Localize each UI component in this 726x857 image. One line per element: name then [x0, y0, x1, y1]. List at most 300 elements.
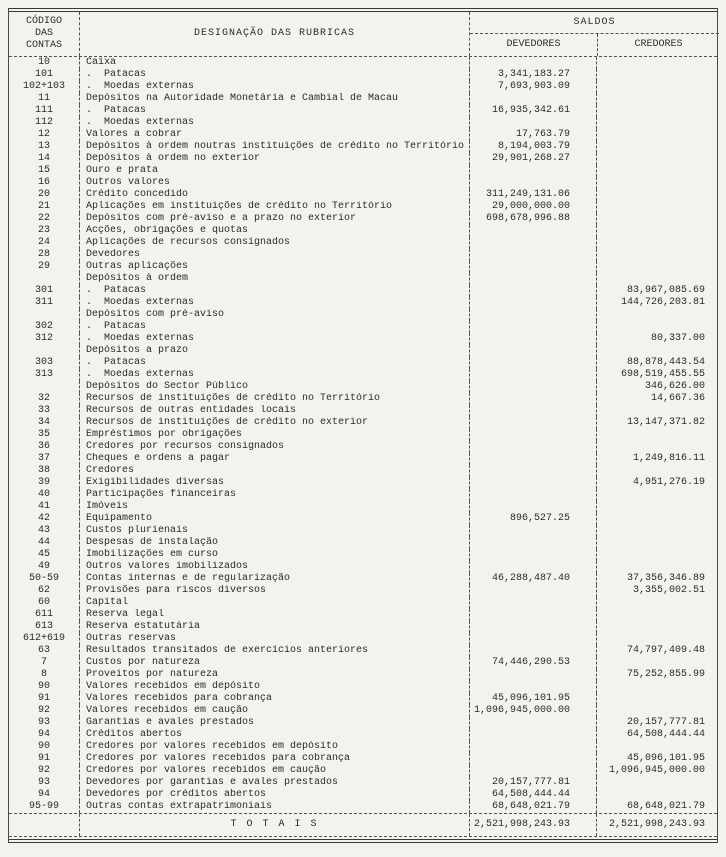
row-credores: 3,355,002.51: [596, 585, 719, 597]
table-row: [9, 513, 717, 525]
table-row: [9, 417, 717, 429]
row-credores: 80,337.00: [596, 333, 719, 345]
row-code: 7: [40, 657, 47, 668]
row-credores: [596, 633, 719, 645]
header-devedores-column: DEVEDORES: [506, 39, 561, 50]
header-saldos-group: [469, 12, 719, 56]
row-devedores: [469, 669, 596, 681]
row-devedores: 16,935,342.61: [469, 105, 596, 117]
row-devedores: [469, 429, 596, 441]
header-credores-column: CREDORES: [597, 34, 719, 56]
row-devedores: [469, 681, 596, 693]
row-devedores: [469, 597, 596, 609]
header-designation-column: DESIGNAÇÃO DAS RUBRICAS: [79, 12, 469, 56]
row-code: 13: [37, 141, 50, 152]
table-row: [9, 477, 717, 489]
row-code: 301: [34, 285, 53, 296]
row-credores: [596, 177, 719, 189]
row-code: 28: [37, 249, 50, 260]
header-code-line: CÓDIGO: [25, 16, 62, 27]
row-designation: Resultados transitados de exercícios anteriores: [79, 645, 469, 657]
row-designation: Aplicações de recursos consignados: [79, 237, 469, 249]
table-row: [9, 393, 717, 405]
row-designation: Imóveis: [79, 501, 469, 513]
row-devedores: [469, 225, 596, 237]
row-designation: Devedores: [79, 249, 469, 261]
table-row: [9, 465, 717, 477]
table-row: [9, 357, 717, 369]
row-code: 21: [37, 201, 50, 212]
row-devedores: [469, 93, 596, 105]
row-devedores: [469, 417, 596, 429]
row-code: 29: [37, 261, 50, 272]
row-designation: . Patacas: [79, 69, 469, 81]
row-devedores: [469, 345, 596, 357]
row-designation: Acções, obrigações e quotas: [79, 225, 469, 237]
table-row: [9, 525, 717, 537]
table-row: [9, 645, 717, 657]
row-designation: Depósitos com pré-aviso: [79, 309, 469, 321]
row-designation: Credores: [79, 465, 469, 477]
row-credores: [596, 189, 719, 201]
row-code: 39: [37, 477, 50, 488]
row-code: 62: [37, 585, 50, 596]
row-code: 94: [37, 789, 50, 800]
row-code: 102+103: [22, 81, 65, 92]
row-designation: Valores recebidos em caução: [79, 705, 469, 717]
table-row: [9, 297, 717, 309]
row-code: 37: [37, 453, 50, 464]
table-row: [9, 657, 717, 669]
row-devedores: [469, 549, 596, 561]
row-devedores: 20,157,777.81: [469, 777, 596, 789]
row-devedores: [469, 645, 596, 657]
row-code: 40: [37, 489, 50, 500]
row-credores: [596, 465, 719, 477]
row-devedores: 64,508,444.44: [469, 789, 596, 801]
header-code-line: DAS: [34, 28, 53, 39]
row-code: 8: [40, 669, 47, 680]
row-devedores: [469, 381, 596, 393]
row-designation: Depósitos na Autoridade Monetária e Cambial de Macau: [79, 93, 469, 105]
row-code: 60: [37, 597, 50, 608]
row-credores: [596, 345, 719, 357]
table-row: [9, 693, 717, 705]
row-devedores: [469, 753, 596, 765]
table-row: [9, 201, 717, 213]
row-credores: [596, 165, 719, 177]
row-credores: [596, 129, 719, 141]
row-code: [9, 345, 79, 357]
row-code: 44: [37, 537, 50, 548]
row-devedores: [469, 537, 596, 549]
row-code: 101: [34, 69, 53, 80]
table-row: [9, 309, 717, 321]
row-designation: Equipamento: [79, 513, 469, 525]
row-devedores: [469, 489, 596, 501]
row-designation: Participações financeiras: [79, 489, 469, 501]
row-devedores: [469, 633, 596, 645]
row-designation: . Patacas: [79, 105, 469, 117]
row-designation: . Moedas externas: [79, 333, 469, 345]
table-row: [9, 453, 717, 465]
row-devedores: 29,000,000.00: [469, 201, 596, 213]
row-credores: [596, 117, 719, 129]
row-credores: [596, 441, 719, 453]
table-row: [9, 609, 717, 621]
table-row: [9, 765, 717, 777]
row-designation: Valores a cobrar: [79, 129, 469, 141]
table-row: [9, 225, 717, 237]
row-code: 90: [37, 741, 50, 752]
table-row: [9, 105, 717, 117]
row-designation: Depósitos a prazo: [79, 345, 469, 357]
table-row: [9, 345, 717, 357]
table-row: [9, 177, 717, 189]
row-code: 90: [37, 681, 50, 692]
row-devedores: 45,096,101.95: [469, 693, 596, 705]
row-credores: 45,096,101.95: [596, 753, 719, 765]
row-designation: Devedores por garantias e avales prestados: [79, 777, 469, 789]
row-designation: Recursos de instituições de crédito no Território: [79, 393, 469, 405]
table-row: [9, 189, 717, 201]
row-designation: Créditos abertos: [79, 729, 469, 741]
row-code: 93: [37, 777, 50, 788]
table-row: [9, 597, 717, 609]
row-code: 111: [34, 105, 53, 116]
row-designation: Valores recebidos em depósito: [79, 681, 469, 693]
row-credores: [596, 201, 719, 213]
row-code: 22: [37, 213, 50, 224]
table-row: [9, 429, 717, 441]
table-row: [9, 381, 717, 393]
table-row: [9, 717, 717, 729]
row-devedores: 1,096,945,000.00: [469, 705, 596, 717]
row-designation: Exigibilidades diversas: [79, 477, 469, 489]
table-row: [9, 729, 717, 741]
row-designation: Depósitos à ordem: [79, 273, 469, 285]
row-credores: 1,096,945,000.00: [596, 765, 719, 777]
row-designation: Devedores por créditos abertos: [79, 789, 469, 801]
row-code: 63: [37, 645, 50, 656]
row-devedores: [469, 165, 596, 177]
row-devedores: [469, 117, 596, 129]
row-credores: 74,797,409.48: [596, 645, 719, 657]
table-row: [9, 741, 717, 753]
row-credores: [596, 549, 719, 561]
table-row: [9, 621, 717, 633]
table-row: [9, 285, 717, 297]
row-devedores: [469, 285, 596, 297]
row-credores: [596, 609, 719, 621]
table-row: [9, 633, 717, 645]
row-credores: [596, 249, 719, 261]
row-designation: Empréstimos por obrigações: [79, 429, 469, 441]
row-designation: Outras reservas: [79, 633, 469, 645]
row-designation: Caixa: [79, 57, 469, 69]
row-devedores: [469, 261, 596, 273]
row-devedores: [469, 501, 596, 513]
table-row: [9, 261, 717, 273]
row-code: 613: [34, 621, 53, 632]
table-row: [9, 117, 717, 129]
row-code: [9, 273, 79, 285]
row-credores: 698,519,455.55: [596, 369, 719, 381]
row-devedores: [469, 609, 596, 621]
row-code: 41: [37, 501, 50, 512]
table-row: [9, 57, 717, 69]
row-devedores: [469, 321, 596, 333]
row-devedores: 3,341,183.27: [469, 69, 596, 81]
table-row: [9, 93, 717, 105]
table-row: [9, 165, 717, 177]
header-code-line: CONTAS: [25, 40, 62, 51]
table-row: [9, 141, 717, 153]
table-header: [9, 12, 717, 56]
row-credores: [596, 741, 719, 753]
row-code: 24: [37, 237, 50, 248]
row-designation: Reserva estatutária: [79, 621, 469, 633]
table-row: [9, 321, 717, 333]
row-credores: [596, 141, 719, 153]
row-code: [9, 309, 79, 321]
row-code: 313: [34, 369, 53, 380]
row-devedores: [469, 525, 596, 537]
row-designation: . Moedas externas: [79, 297, 469, 309]
row-code: 611: [34, 609, 53, 620]
table-row: [9, 333, 717, 345]
totals-row: [9, 814, 717, 836]
row-code: 20: [37, 189, 50, 200]
row-credores: [596, 105, 719, 117]
row-devedores: [469, 309, 596, 321]
row-code: 50-59: [28, 573, 59, 584]
row-code: 36: [37, 441, 50, 452]
header-code-column: [9, 12, 79, 56]
row-devedores: [469, 273, 596, 285]
row-devedores: [469, 765, 596, 777]
table-row: [9, 573, 717, 585]
table-row: [9, 681, 717, 693]
row-designation: Reserva legal: [79, 609, 469, 621]
row-devedores: [469, 741, 596, 753]
row-designation: Provisões para riscos diversos: [79, 585, 469, 597]
row-credores: [596, 681, 719, 693]
row-credores: [596, 309, 719, 321]
row-designation: Proveitos por natureza: [79, 669, 469, 681]
table-row: [9, 129, 717, 141]
row-credores: 20,157,777.81: [596, 717, 719, 729]
row-designation: Credores por valores recebidos em depósito: [79, 741, 469, 753]
row-devedores: 7,693,903.09: [469, 81, 596, 93]
row-designation: Cheques e ordens a pagar: [79, 453, 469, 465]
row-devedores: [469, 465, 596, 477]
row-credores: [596, 705, 719, 717]
row-designation: Custos por natureza: [79, 657, 469, 669]
row-code: 34: [37, 417, 50, 428]
table-row: [9, 561, 717, 573]
row-credores: [596, 501, 719, 513]
row-credores: [596, 225, 719, 237]
row-code: 302: [34, 321, 53, 332]
row-code: 112: [34, 117, 53, 128]
table-row: [9, 369, 717, 381]
row-credores: [596, 657, 719, 669]
table-row: [9, 69, 717, 81]
row-designation: . Patacas: [79, 357, 469, 369]
totals-label: T O T A I S: [79, 814, 469, 836]
row-credores: [596, 525, 719, 537]
row-code: 32: [37, 393, 50, 404]
totals-devedores: 2,521,998,243.93: [469, 814, 596, 836]
row-credores: 88,878,443.54: [596, 357, 719, 369]
row-designation: Outros valores imobilizados: [79, 561, 469, 573]
row-credores: 144,726,203.81: [596, 297, 719, 309]
row-credores: [596, 81, 719, 93]
table-row: [9, 801, 717, 813]
row-code: 33: [37, 405, 50, 416]
row-designation: Contas internas e de regularização: [79, 573, 469, 585]
row-devedores: [469, 57, 596, 69]
row-credores: [596, 93, 719, 105]
row-credores: [596, 777, 719, 789]
row-credores: [596, 513, 719, 525]
row-designation: Garantias e avales prestados: [79, 717, 469, 729]
totals-credores: 2,521,998,243.93: [596, 814, 719, 836]
row-designation: . Moedas externas: [79, 369, 469, 381]
row-designation: Depósitos à ordem no exterior: [79, 153, 469, 165]
row-code: 303: [34, 357, 53, 368]
row-credores: [596, 405, 719, 417]
totals-section: [9, 814, 717, 836]
row-credores: [596, 693, 719, 705]
row-credores: 346,626.00: [596, 381, 719, 393]
row-devedores: [469, 297, 596, 309]
row-credores: [596, 153, 719, 165]
row-code: 91: [37, 753, 50, 764]
row-code: 312: [34, 333, 53, 344]
row-designation: Despesas de instalação: [79, 537, 469, 549]
row-code: 23: [37, 225, 50, 236]
row-credores: 14,667.36: [596, 393, 719, 405]
row-devedores: 29,901,268.27: [469, 153, 596, 165]
row-designation: Ouro e prata: [79, 165, 469, 177]
table-row: [9, 501, 717, 513]
row-code: 14: [37, 153, 50, 164]
table-row: [9, 273, 717, 285]
row-devedores: 8,194,003.79: [469, 141, 596, 153]
row-credores: [596, 561, 719, 573]
row-code: 94: [37, 729, 50, 740]
row-credores: [596, 57, 719, 69]
row-designation: . Moedas externas: [79, 81, 469, 93]
table-row: [9, 441, 717, 453]
row-devedores: 74,446,290.53: [469, 657, 596, 669]
table-row: [9, 789, 717, 801]
row-designation: Depósitos à ordem noutras instituições de crédito no Território: [79, 141, 469, 153]
table-row: [9, 81, 717, 93]
row-credores: [596, 789, 719, 801]
row-devedores: 896,527.25: [469, 513, 596, 525]
row-designation: Custos plurienais: [79, 525, 469, 537]
accounts-table: [8, 8, 718, 843]
row-code: 43: [37, 525, 50, 536]
row-devedores: 17,763.79: [469, 129, 596, 141]
row-code: 311: [34, 297, 53, 308]
row-credores: [596, 213, 719, 225]
row-credores: 13,147,371.82: [596, 417, 719, 429]
row-credores: [596, 489, 719, 501]
table-row: [9, 405, 717, 417]
table-row: [9, 669, 717, 681]
row-designation: Valores recebidos para cobrança: [79, 693, 469, 705]
table-row: [9, 249, 717, 261]
row-devedores: 698,678,996.88: [469, 213, 596, 225]
row-code: 91: [37, 693, 50, 704]
row-code: 10: [37, 57, 50, 68]
table-row: [9, 537, 717, 549]
row-code: 16: [37, 177, 50, 188]
row-credores: [596, 273, 719, 285]
row-designation: . Patacas: [79, 285, 469, 297]
row-devedores: [469, 357, 596, 369]
row-credores: [596, 261, 719, 273]
row-devedores: [469, 237, 596, 249]
row-designation: Credores por valores recebidos para cobrança: [79, 753, 469, 765]
row-devedores: [469, 333, 596, 345]
table-row: [9, 585, 717, 597]
table-row: [9, 753, 717, 765]
header-saldos-label: SALDOS: [573, 17, 616, 28]
row-credores: [596, 621, 719, 633]
row-designation: . Patacas: [79, 321, 469, 333]
row-designation: Outras contas extrapatrimoniais: [79, 801, 469, 813]
row-code: 11: [37, 93, 50, 104]
table-row: [9, 549, 717, 561]
table-body: [9, 57, 717, 813]
row-devedores: [469, 441, 596, 453]
row-code: [9, 381, 79, 393]
totals-code-cell: [9, 814, 79, 836]
row-designation: . Moedas externas: [79, 117, 469, 129]
row-devedores: [469, 177, 596, 189]
row-devedores: [469, 585, 596, 597]
row-designation: Outros valores: [79, 177, 469, 189]
row-designation: Aplicações em instituições de crédito no Território: [79, 201, 469, 213]
row-code: 42: [37, 513, 50, 524]
row-devedores: 68,648,021.79: [469, 801, 596, 813]
row-designation: Outras aplicações: [79, 261, 469, 273]
row-code: 35: [37, 429, 50, 440]
row-code: 49: [37, 561, 50, 572]
row-devedores: [469, 249, 596, 261]
row-credores: 83,967,085.69: [596, 285, 719, 297]
table-row: [9, 213, 717, 225]
row-devedores: [469, 561, 596, 573]
row-devedores: 311,249,131.06: [469, 189, 596, 201]
row-code: 92: [37, 765, 50, 776]
row-devedores: [469, 621, 596, 633]
row-designation: Recursos de outras entidades locais: [79, 405, 469, 417]
row-designation: Credores por recursos consignados: [79, 441, 469, 453]
row-credores: [596, 321, 719, 333]
row-code: 45: [37, 549, 50, 560]
row-credores: 75,252,855.99: [596, 669, 719, 681]
table-row: [9, 153, 717, 165]
row-devedores: [469, 477, 596, 489]
row-credores: [596, 69, 719, 81]
row-designation: Credores por valores recebidos em caução: [79, 765, 469, 777]
